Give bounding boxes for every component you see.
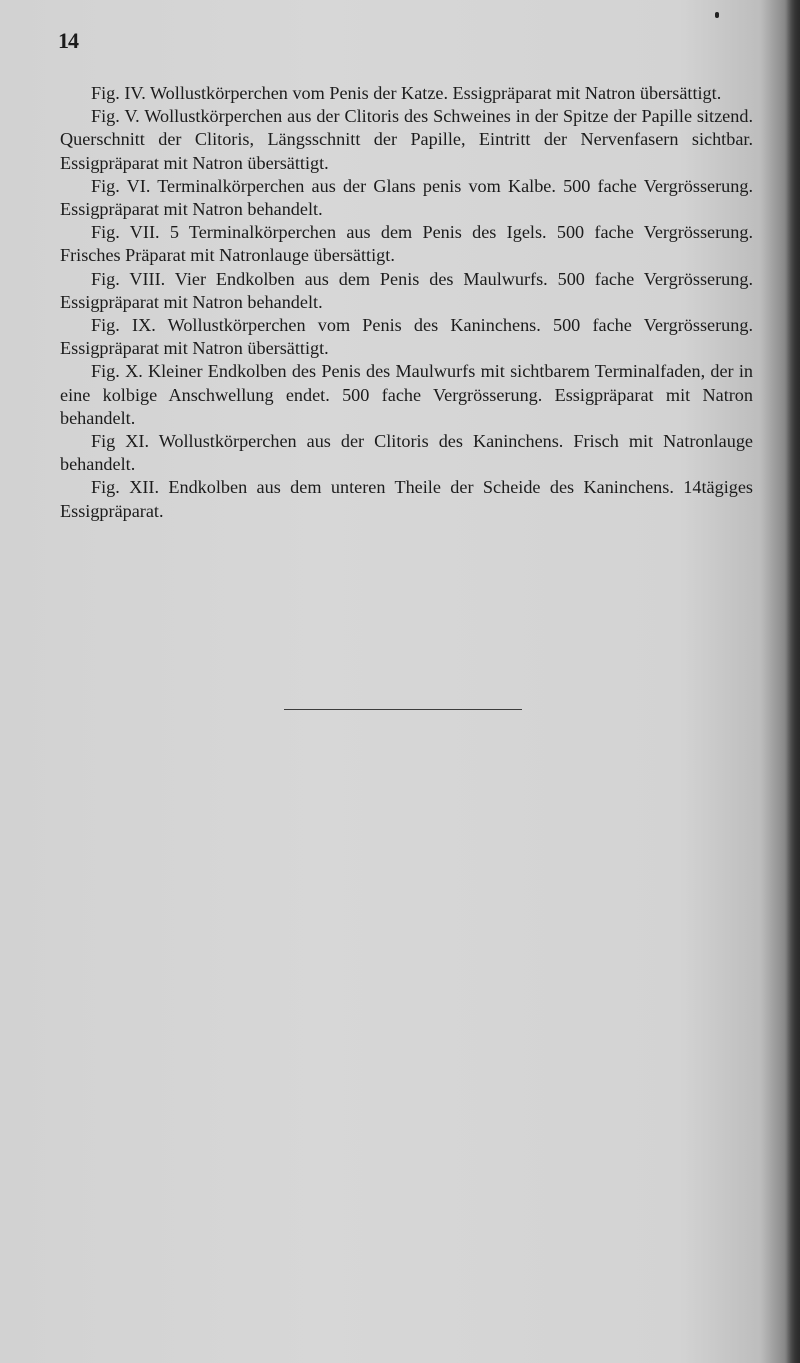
page-number: 14 (58, 28, 78, 53)
caption-fig-6: Fig. VI. Terminalkörperchen aus der Glans penis vom Kalbe. 500 fache Vergrösserung. Essigpräparat mit Natron behandelt. (60, 175, 753, 220)
section-divider-rule (284, 709, 522, 710)
caption-fig-5: Fig. V. Wollustkörperchen aus der Clitoris des Schweines in der Spitze der Papille sitzend. Querschnitt der Clitoris, Längsschnitt der Papille, Eintritt der Nervenfasern sichtbar. Essigpräparat mit Natron übersättigt. (60, 106, 753, 173)
caption-fig-12: Fig. XII. Endkolben aus dem unteren Theile der Scheide des Kaninchens. 14tägiges Essigpräparat. (60, 477, 753, 521)
caption-fig-9: Fig. IX. Wollustkörperchen vom Penis des Kaninchens. 500 fache Vergrösserung. Essigpräparat mit Natron übersättigt. (60, 315, 753, 359)
caption-fig-11: Fig XI. Wollustkörperchen aus der Clitoris des Kaninchens. Frisch mit Natronlauge behandelt. (60, 431, 753, 475)
caption-fig-8: Fig. VIII. Vier Endkolben aus dem Penis des Maulwurfs. 500 fache Vergrösserung. Essigpräparat mit Natron behandelt. (60, 268, 753, 312)
page-binding-shadow (786, 0, 800, 1363)
caption-fig-7: Fig. VII. 5 Terminalkörperchen aus dem Penis des Igels. 500 fache Vergrösserung. Frisches Präparat mit Natronlauge übersättigt. (60, 222, 753, 266)
figure-captions (60, 82, 753, 523)
caption-fig-4: Fig. IV. Wollustkörperchen vom Penis der Katze. Essigpräparat mit Natron übersättigt. (91, 83, 722, 103)
caption-fig-10: Fig. X. Kleiner Endkolben des Penis des Maulwurfs mit sichtbarem Terminalfaden, der in eine kolbige Anschwellung endet. 500 fache Vergrösserung. Essigpräparat mit Natron behandelt. (60, 361, 753, 428)
ink-speck (715, 12, 719, 18)
